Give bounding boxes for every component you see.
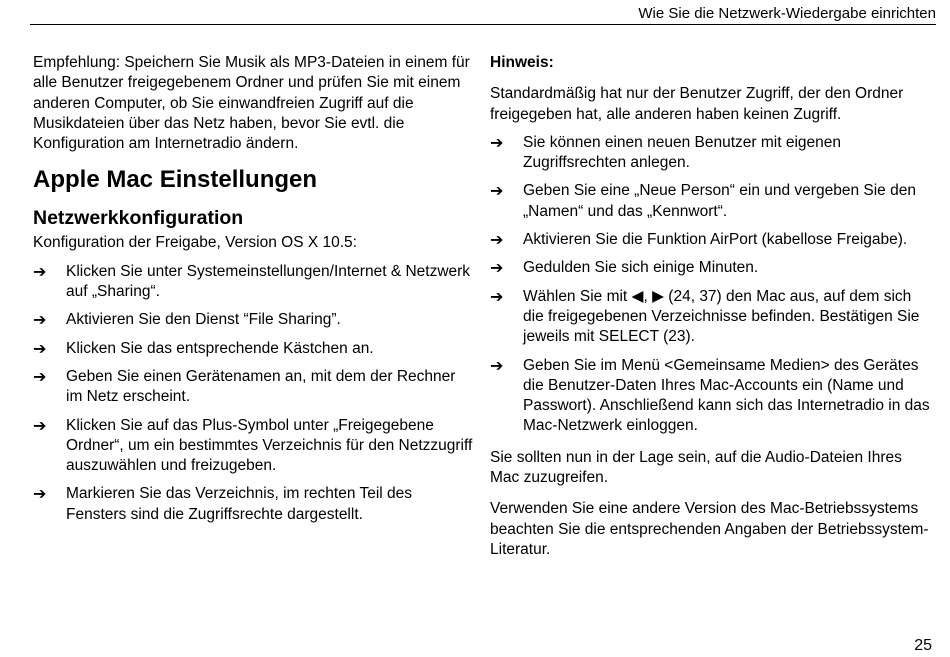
arrow-icon: ➔ [490,258,504,278]
right-bullet-list [490,133,930,437]
subsection-heading: Netzwerkkonfiguration [33,207,244,230]
arrow-icon: ➔ [490,181,504,201]
list-item: ➔ Geben Sie im Menü <Gemeinsame Medien> des Gerätes die Benutzer-Daten Ihres Mac-Accounts ein (Name und Passwort). Anschließend kann sich das Internetradio in das Mac-Netzwerk einloggen. [490,355,930,435]
left-column [33,53,473,525]
arrow-icon: ➔ [33,415,47,435]
list-item: ➔ Aktivieren Sie den Dienst “File Sharing”. [33,310,341,330]
left-bullet-list [33,262,473,525]
arrow-icon: ➔ [33,338,47,358]
arrow-icon: ➔ [490,355,504,375]
arrow-icon: ➔ [490,286,504,306]
arrow-icon: ➔ [33,484,47,504]
hint-text: Standardmäßig hat nur der Benutzer Zugriff, der den Ordner freigegeben hat, alle anderen haben keinen Zugriff. [490,85,904,123]
header-title: Wie Sie die Netzwerk-Wiedergabe einrichten [638,5,936,22]
arrow-icon: ➔ [490,230,504,250]
version-note-paragraph: Verwenden Sie eine andere Version des Mac-Betriebssystems beachten Sie die entsprechenden Angaben der Betriebssystem-Literatur. [490,500,929,558]
page-number: 25 [914,637,932,654]
arrow-icon: ➔ [33,366,47,386]
arrow-icon: ➔ [490,132,504,152]
list-item: ➔ Markieren Sie das Verzeichnis, im rechten Teil des Fensters sind die Zugriffsrechte dargestellt. [33,484,413,523]
list-item: ➔ Geben Sie einen Gerätenamen an, mit dem der Rechner im Netz erscheint. [33,366,456,406]
arrow-icon: ➔ [33,261,47,281]
closing-paragraph: Sie sollten nun in der Lage sein, auf die Audio-Dateien Ihres Mac zuzugreifen. [490,448,902,487]
list-item: ➔ Klicken Sie auf das Plus-Symbol unter „Freigegebene Ordner“, um ein bestimmtes Verzeichnis für den Netzzugriff auszuwählen und freizugeben. [33,415,473,475]
intro-paragraph: Empfehlung: Speichern Sie Musik als MP3-Dateien in einem für alle Benutzer freigegebenem Ordner und prüfen Sie mit einem anderen Computer, ob Sie einwandfreien Zugriff auf die Musikdateien über das Netz haben, bevor Sie evtl. die Konfiguration am Internetradio ändern. [33,54,470,153]
list-item: ➔ Gedulden Sie sich einige Minuten. [490,258,759,278]
list-item: ➔ Klicken Sie unter Systemeinstellungen/Internet & Netzwerk auf „Sharing“. [33,261,471,301]
list-item: ➔ Aktivieren Sie die Funktion AirPort (kabellose Freigabe). [490,230,908,250]
section-heading: Apple Mac Einstellungen [33,166,318,194]
config-intro: Konfiguration der Freigabe, Version OS X 10.5: [33,234,357,252]
hint-label: Hinweis: [490,54,554,71]
arrow-icon: ➔ [33,310,47,330]
list-item: ➔ Sie können einen neuen Benutzer mit eigenen Zugriffsrechten anlegen. [490,132,841,172]
running-header [30,4,936,25]
list-item: ➔ Wählen Sie mit ◀, ▶ (24, 37) den Mac aus, auf dem sich die freigegebenen Verzeichnisse befinden. Bestätigen Sie jeweils mit SELECT (23). [490,286,920,346]
list-item: ➔ Geben Sie eine „Neue Person“ ein und vergeben Sie den „Namen“ und das „Kennwort“. [490,181,916,220]
right-column [490,53,930,560]
list-item: ➔ Klicken Sie das entsprechende Kästchen an. [33,338,374,358]
